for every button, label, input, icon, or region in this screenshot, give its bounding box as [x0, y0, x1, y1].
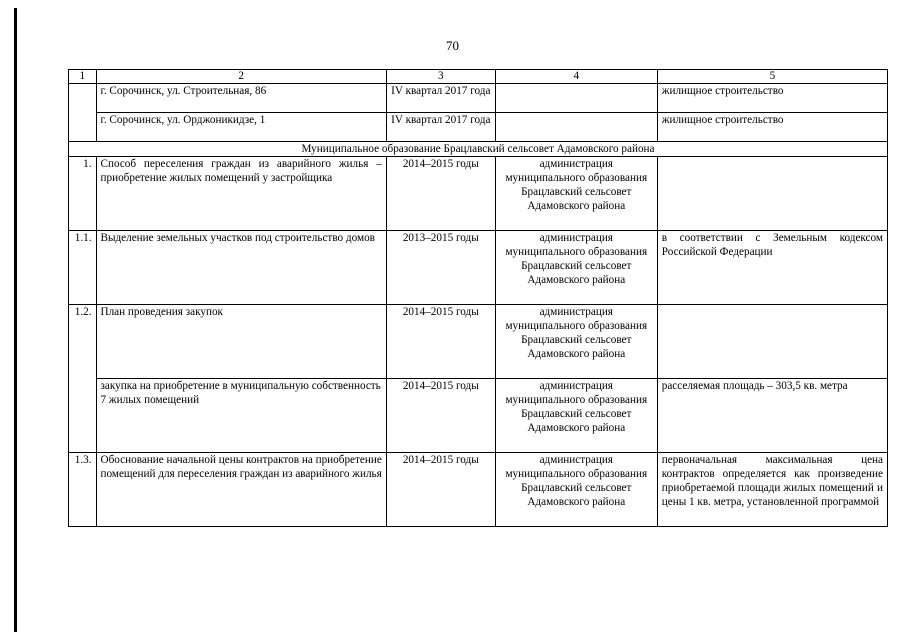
row-number-cell: [69, 84, 97, 113]
row-number-cell: [69, 379, 97, 453]
header-cell-5: 5: [657, 70, 887, 84]
note-cell: расселяемая площадь – 303,5 кв. метра: [657, 379, 887, 453]
table-row: [69, 305, 888, 379]
row-number-cell: 1.1.: [69, 231, 97, 305]
header-cell-2: 2: [96, 70, 386, 84]
table-header-row: [69, 70, 888, 84]
table-row: [69, 231, 888, 305]
program-table: [68, 69, 888, 527]
executor-cell: [495, 113, 657, 142]
header-cell-4: 4: [495, 70, 657, 84]
address-cell: г. Сорочинск, ул. Орджоникидзе, 1: [96, 113, 386, 142]
table-row: [69, 84, 888, 113]
period-cell: 2014–2015 годы: [386, 379, 495, 453]
measure-cell: Способ переселения граждан из аварийного жилья – приобретение жилых помещений у застройщика: [96, 157, 386, 231]
header-cell-1: 1: [69, 70, 97, 84]
period-cell: 2013–2015 годы: [386, 231, 495, 305]
executor-cell: [495, 84, 657, 113]
period-cell: 2014–2015 годы: [386, 157, 495, 231]
note-cell: в соответствии с Земельным кодексом Российской Федерации: [657, 231, 887, 305]
address-cell: г. Сорочинск, ул. Строительная, 86: [96, 84, 386, 113]
measure-cell: Выделение земельных участков под строительство домов: [96, 231, 386, 305]
executor-cell: администрация муниципального образования Брацлавский сельсовет Адамовского района: [495, 379, 657, 453]
binder-edge: [14, 8, 17, 632]
note-cell: жилищное строительство: [657, 113, 887, 142]
page-number: 70: [446, 38, 459, 53]
row-number-cell: [69, 113, 97, 142]
executor-cell: администрация муниципального образования Брацлавский сельсовет Адамовского района: [495, 453, 657, 527]
executor-cell: администрация муниципального образования Брацлавский сельсовет Адамовского района: [495, 231, 657, 305]
table-row: [69, 157, 888, 231]
measure-cell: Обоснование начальной цены контрактов на приобретение помещений для переселения граждан из аварийного жилья: [96, 453, 386, 527]
period-cell: 2014–2015 годы: [386, 305, 495, 379]
measure-cell: закупка на приобретение в муниципальную собственность 7 жилых помещений: [96, 379, 386, 453]
table-row: [69, 379, 888, 453]
section-row: [69, 142, 888, 157]
note-cell: [657, 157, 887, 231]
executor-cell: администрация муниципального образования Брацлавский сельсовет Адамовского района: [495, 305, 657, 379]
section-title: Муниципальное образование Брацлавский сельсовет Адамовского района: [69, 142, 888, 157]
table-row: [69, 453, 888, 527]
note-cell: [657, 305, 887, 379]
note-cell: жилищное строительство: [657, 84, 887, 113]
period-cell: 2014–2015 годы: [386, 453, 495, 527]
row-number-cell: 1.3.: [69, 453, 97, 527]
row-number-cell: 1.: [69, 157, 97, 231]
period-cell: IV квартал 2017 года: [386, 113, 495, 142]
row-number-cell: 1.2.: [69, 305, 97, 379]
header-cell-3: 3: [386, 70, 495, 84]
period-cell: IV квартал 2017 года: [386, 84, 495, 113]
executor-cell: администрация муниципального образования Брацлавский сельсовет Адамовского района: [495, 157, 657, 231]
measure-cell: План проведения закупок: [96, 305, 386, 379]
note-cell: первоначальная максимальная цена контрактов определяется как произведение приобретаемой площади жилых помещений и цены 1 кв. метра, установленной программой: [657, 453, 887, 527]
table-row: [69, 113, 888, 142]
